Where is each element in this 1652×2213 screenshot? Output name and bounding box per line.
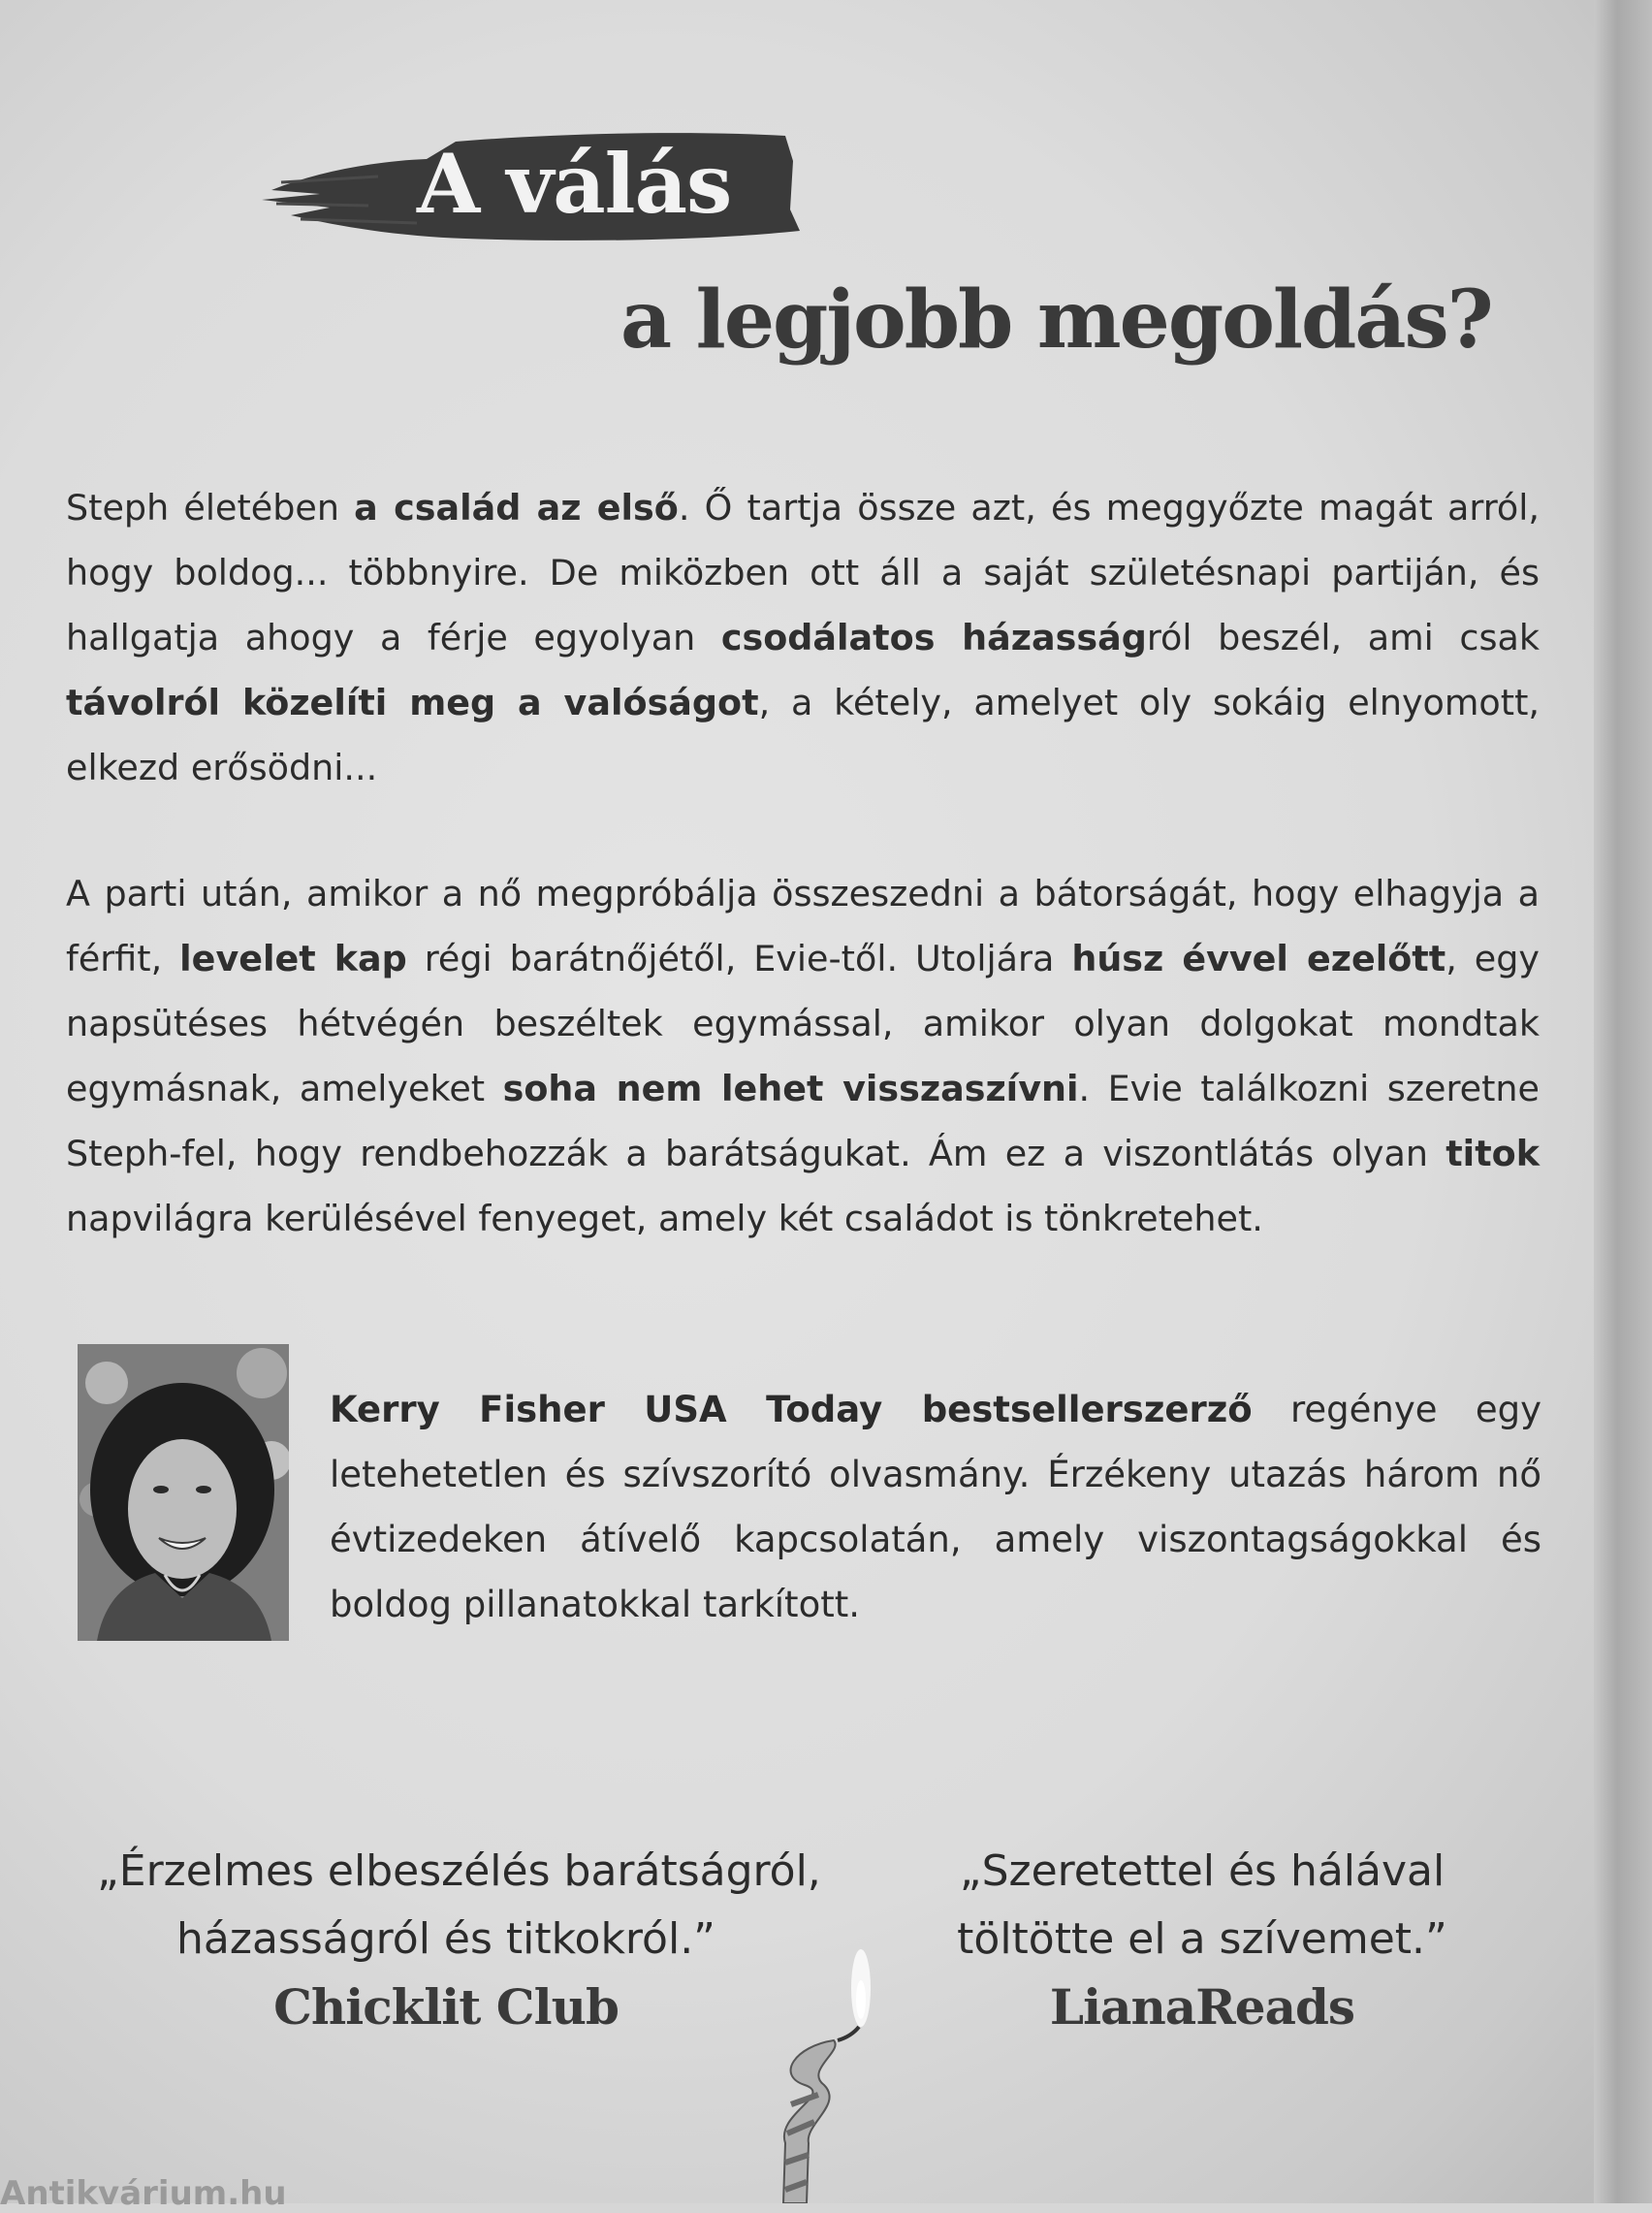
quote-1-source: Chicklit Club	[273, 1978, 619, 2036]
emphasis-text: Kerry Fisher USA Today bestsellerszerző	[330, 1389, 1253, 1430]
author-blurb	[330, 1377, 1541, 1637]
body-text: napvilágra kerülésével fenyeget, amely két családot is tönkretehet.	[66, 1198, 1263, 1239]
quote-2-source: LianaReads	[1049, 1978, 1355, 2036]
body-text: regénye egy letehetetlen és szívszorító olvasmány. Érzékeny utazás három nő évtizedeken átívelő kapcsolatán, amely viszontagságokkal és boldog pillanatokkal tarkított.	[330, 1389, 1541, 1625]
body-text: régi barátnőjétől, Evie-től. Utoljára	[406, 938, 1072, 979]
birthday-candle-icon	[737, 1940, 892, 2203]
watermark-text: Antikvárium.hu	[0, 2174, 287, 2213]
title-line-2: a legjobb megoldás?	[620, 273, 1492, 367]
emphasis-text: távolról közelíti meg a valóságot	[66, 682, 759, 723]
emphasis-text: soha nem lehet visszaszívni	[502, 1068, 1079, 1109]
body-text: . Ő tartja össze azt, és meggyőzte magát arról, hogy boldog... többnyire. De miközben ott áll a saját születésnapi partiján, és hallgatja ahogy a férje egyolyan	[66, 487, 1540, 658]
synopsis-paragraph-1	[66, 475, 1540, 800]
cover-spine-edge	[1594, 0, 1652, 2203]
emphasis-text: titok	[1446, 1133, 1540, 1174]
quote-2-line-1: „Szeretettel és hálával	[959, 1846, 1446, 1896]
emphasis-text: csodálatos házasság	[720, 617, 1147, 658]
body-text: ról beszél, ami csak	[1146, 617, 1540, 658]
synopsis-paragraph-2	[66, 861, 1540, 1251]
body-text: , egy napsütéses hétvégén beszéltek egymással, amikor olyan dolgokat mondtak egymásnak, amelyeket	[66, 938, 1540, 1109]
emphasis-text: húsz évvel ezelőtt	[1071, 938, 1446, 979]
body-text: , a kétely, amelyet oly sokáig elnyomott, elkezd erősödni...	[66, 682, 1540, 788]
review-quote-1	[97, 1838, 821, 2041]
review-quote-2	[902, 1838, 1503, 2041]
emphasis-text: a család az első	[354, 487, 679, 529]
quote-1-line-1: „Érzelmes elbeszélés barátságról,	[97, 1846, 821, 1896]
body-text: A parti után, amikor a nő megpróbálja összeszedni a bátorságát, hogy elhagyja a férfit,	[66, 873, 1540, 979]
quote-1-line-2: házasságról és titkokról.”	[176, 1914, 715, 1964]
title-line-1: A válás	[417, 136, 732, 232]
body-text: Steph életében	[66, 487, 355, 529]
author-photo	[78, 1344, 289, 1641]
body-text: . Evie találkozni szeretne Steph-fel, hogy rendbehozzák a barátságukat. Ám ez a viszontlátás olyan	[66, 1068, 1541, 1174]
emphasis-text: levelet kap	[179, 938, 407, 979]
quote-2-line-2: töltötte el a szívemet.”	[957, 1914, 1447, 1964]
